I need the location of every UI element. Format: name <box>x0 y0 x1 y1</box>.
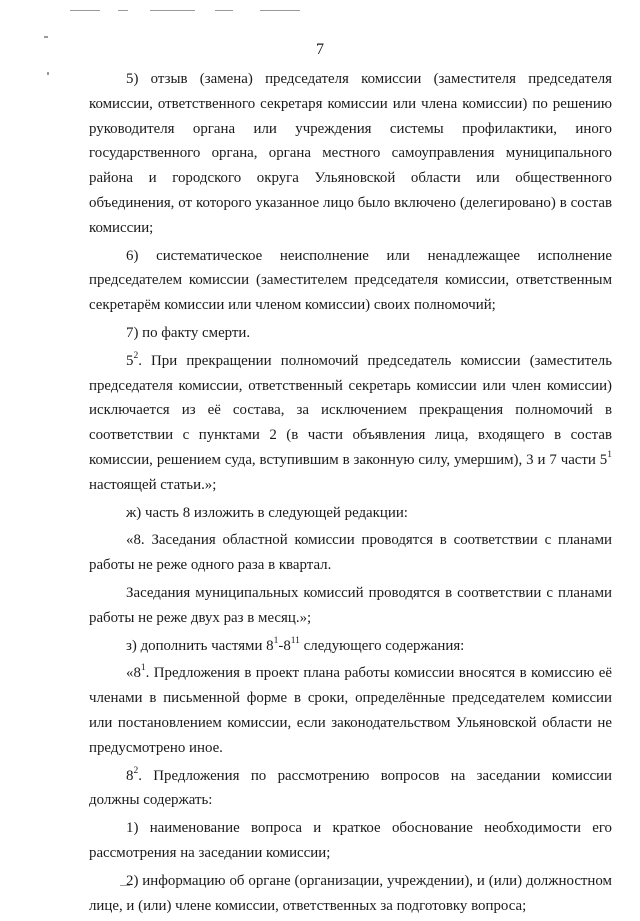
text-run: Заседания муниципальных комиссий проводятся в соответствии с планами работы не реже двух раз в месяц.»; <box>89 584 612 626</box>
superscript: 1 <box>140 663 146 674</box>
scan-artifact <box>150 10 195 11</box>
superscript: 1 <box>607 449 612 460</box>
text-run: -8 <box>278 637 291 654</box>
paragraph <box>89 869 612 919</box>
paragraph <box>89 501 612 526</box>
text-run: 1) наименование вопроса и краткое обоснование необходимости его рассмотрения на заседании комиссии; <box>89 820 612 861</box>
paragraph <box>89 67 612 241</box>
text-run: 2) информацию об органе (организации, учреждении), и (или) должностном лице, и (или) члене комиссии, ответственных за подготовку вопроса; <box>89 872 612 914</box>
paragraph <box>89 528 612 578</box>
scan-artifact <box>44 36 48 38</box>
text-run: 5) отзыв (замена) председателя комиссии (заместителя председателя комиссии, ответственного секретаря комиссии или члена комиссии) по решению руководителя органа или учреждения системы профилактики, иного государственного органа, органа местного самоуправления муниципального района и городского округа Ульяновской области или общественного объединения, от которого указанное лицо было включено (делегировано) в состав комиссии; <box>89 71 612 236</box>
scan-artifact <box>47 72 49 75</box>
scan-artifact <box>118 10 128 11</box>
superscript: 11 <box>290 635 300 646</box>
superscript: 1 <box>273 635 279 646</box>
text-run: з) дополнить частями 8 <box>126 637 274 654</box>
scan-artifact <box>70 10 100 11</box>
document-body <box>89 67 612 921</box>
paragraph <box>89 764 612 814</box>
text-run: ж) часть 8 изложить в следующей редакции: <box>126 504 408 521</box>
paragraph <box>89 661 612 760</box>
paragraph <box>89 321 612 346</box>
text-run: 7) по факту смерти. <box>126 324 251 341</box>
text-run: 8 <box>126 767 134 784</box>
text-run: настоящей статьи.»; <box>89 476 217 493</box>
superscript: 2 <box>133 350 139 361</box>
paragraph <box>89 581 612 631</box>
text-run: . Предложения в проект плана работы комиссии вносятся в комиссию её членами в письменной форме в сроки, определённые председателем комиссии или постановлением комиссии, если законодательством Ульяновской области не предусмотрено иное. <box>89 665 612 756</box>
paragraph <box>89 816 612 866</box>
text-run: 6) систематическое неисполнение или ненадлежащее исполнение председателем комиссии (заместителем председателя комиссии, ответственным секретарём комиссии или членом комиссии) своих полномочий; <box>89 247 612 314</box>
paragraph <box>89 634 612 659</box>
scan-artifact <box>215 10 233 11</box>
text-run: «8 <box>126 665 141 682</box>
text-run: «8. Заседания областной комиссии проводятся в соответствии с планами работы не реже одного раза в квартал. <box>89 532 612 574</box>
paragraph <box>89 349 612 498</box>
text-run: . Предложения по рассмотрению вопросов на заседании комиссии должны содержать: <box>89 767 612 809</box>
text-run: 5 <box>126 352 134 369</box>
text-run: . При прекращении полномочий председатель комиссии (заместитель председателя комиссии, ответственный секретарь комиссии или член комиссии) исключается из её состава, за исключением прекращения полномочий в соответствии с пунктами 2 (в части объявления лица, входящего в состав комиссии, решением суда, вступившим в законную силу, умершим), 3 и 7 части 5 <box>89 352 612 468</box>
text-run: следующего содержания: <box>299 637 465 654</box>
superscript: 2 <box>133 765 139 776</box>
scan-artifact <box>260 10 300 11</box>
paragraph <box>89 244 612 318</box>
page-number: 7 <box>316 41 324 58</box>
